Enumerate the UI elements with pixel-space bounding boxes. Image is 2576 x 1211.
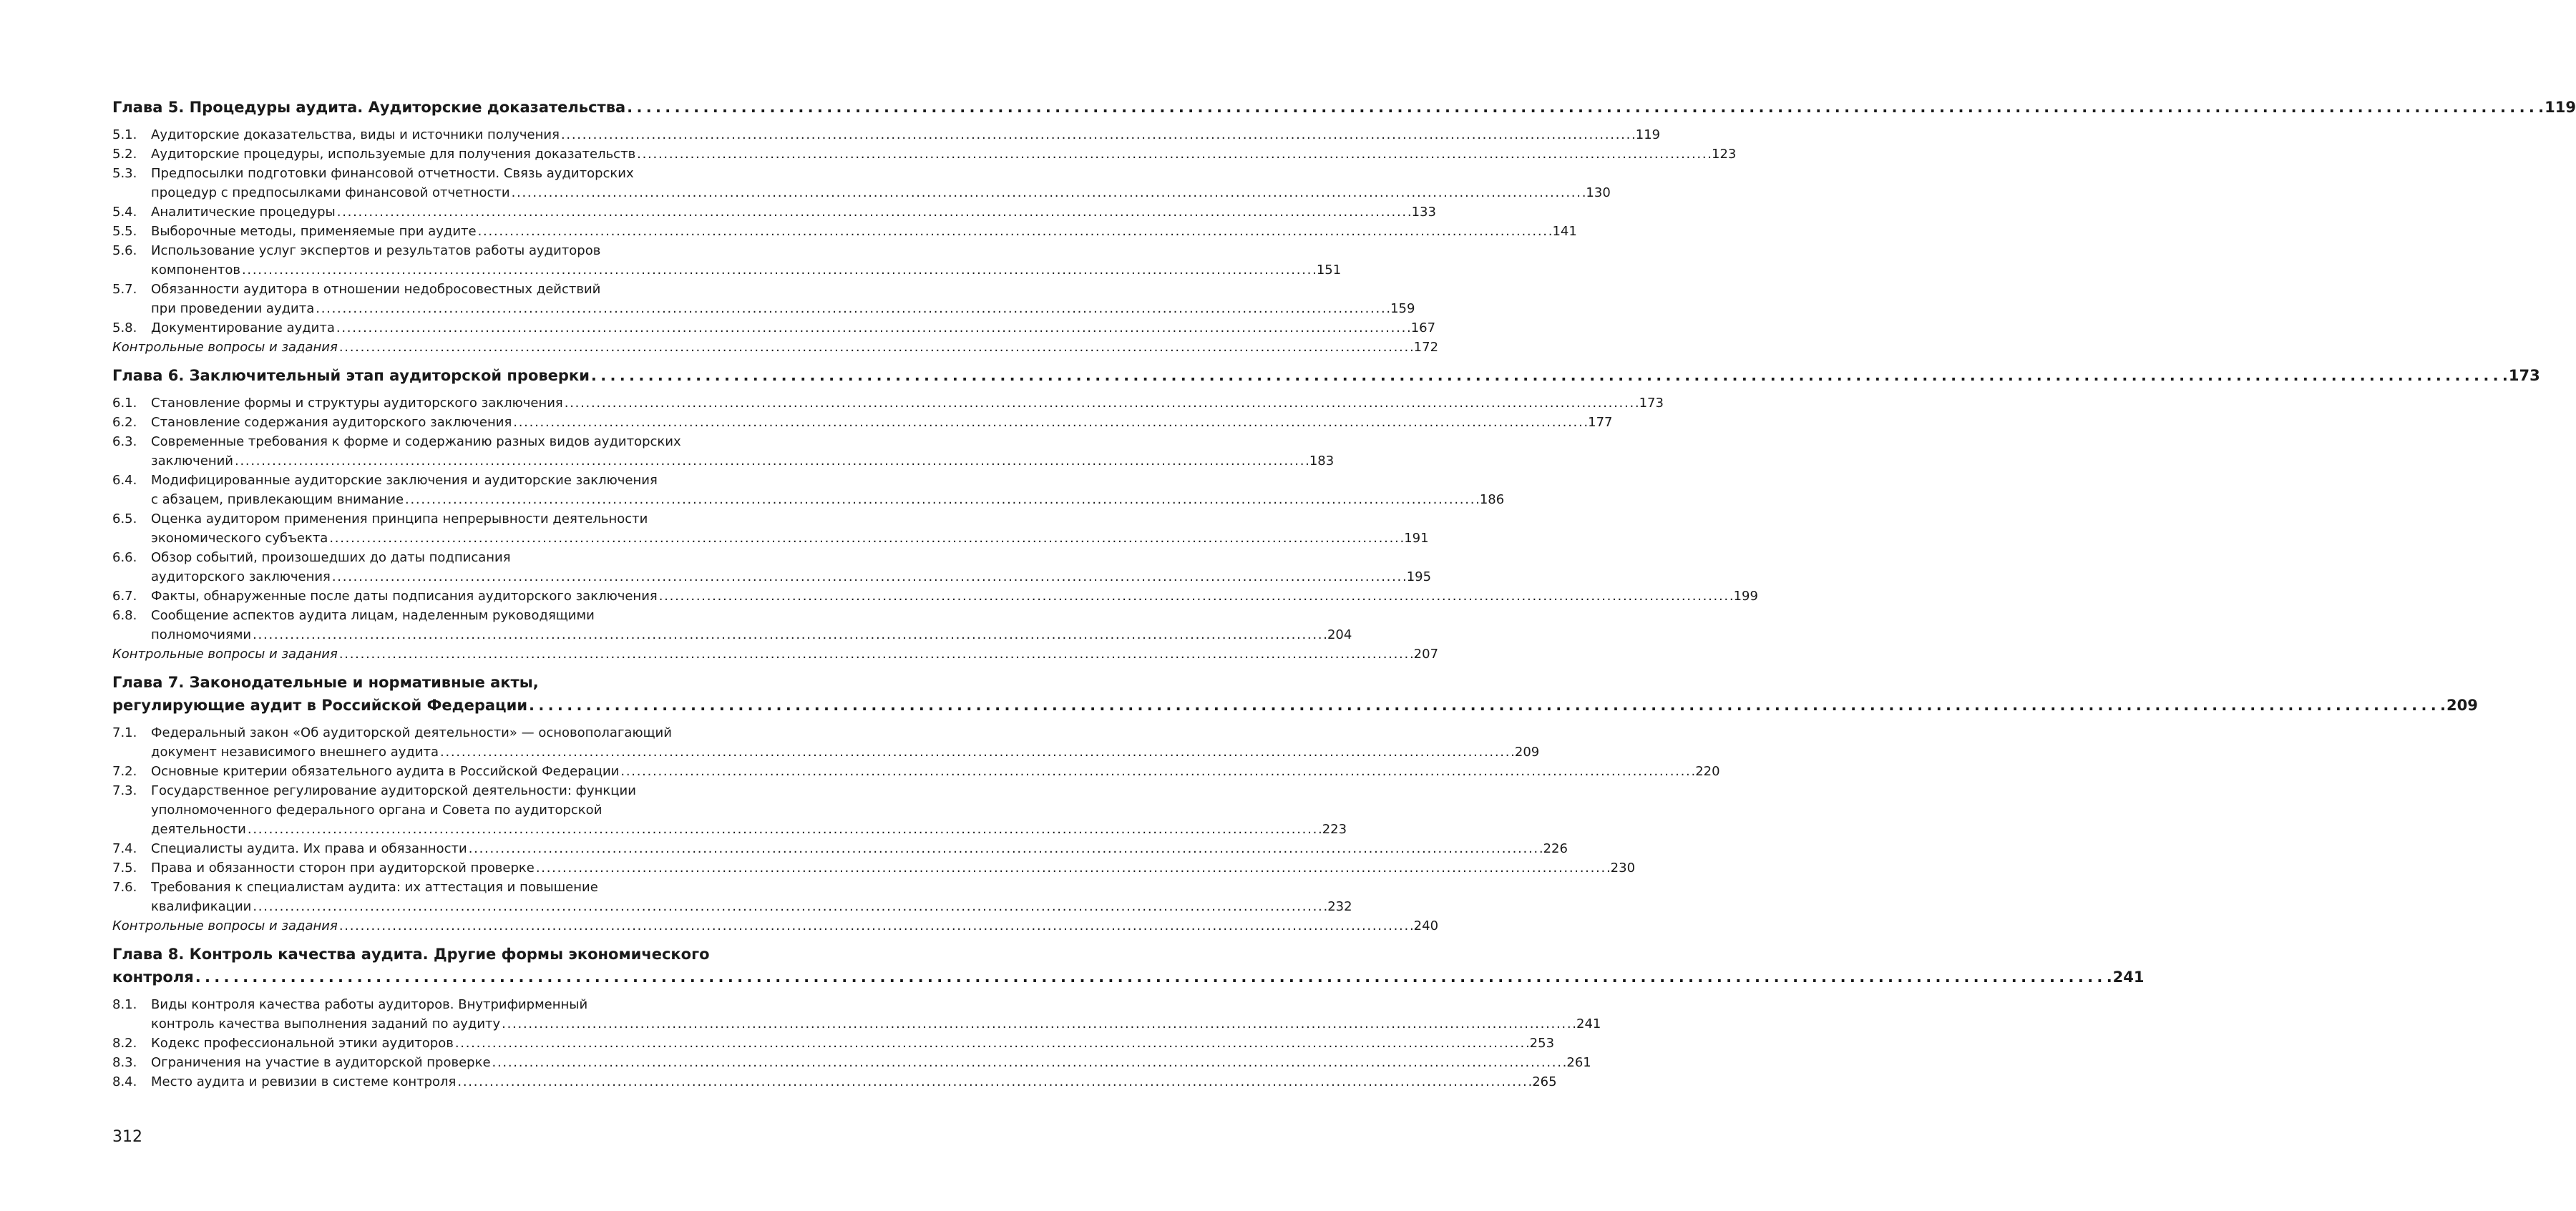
section-number: 5.4. [112, 205, 137, 220]
dot-leader [455, 1034, 1528, 1053]
section-line [112, 625, 1352, 644]
section-page-number: 241 [1576, 1016, 1601, 1031]
section-page-number: 226 [1543, 841, 1568, 856]
chapter-heading-line [112, 671, 728, 694]
section-line [112, 529, 1429, 548]
section-line [112, 606, 728, 625]
chapter-page-number: 209 [2446, 697, 2478, 714]
chapter-heading-line [112, 966, 2145, 989]
section-entry[interactable] [112, 606, 1352, 644]
section-number: 7.2. [112, 764, 137, 779]
review-page-number: 240 [1413, 918, 1439, 933]
section-entry[interactable] [112, 202, 1436, 222]
section-number: 6.7. [112, 589, 137, 604]
section-line [112, 125, 1661, 144]
section-title: процедур с предпосылками финансовой отчетности [151, 185, 510, 200]
section-number: 7.6. [112, 880, 137, 895]
section-entry[interactable] [112, 1053, 1591, 1072]
section-line [112, 144, 1737, 164]
section-title: Государственное регулирование аудиторской деятельности: функции [151, 783, 636, 798]
dot-leader [248, 820, 1321, 839]
dot-leader [329, 529, 1402, 548]
section-line [112, 451, 1335, 471]
dot-leader [561, 125, 1634, 144]
dot-leader [620, 762, 1694, 781]
section-page-number: 133 [1411, 205, 1436, 220]
section-line [112, 878, 728, 897]
section-entry[interactable] [112, 164, 1611, 202]
dot-leader [253, 897, 1326, 916]
section-list [112, 125, 1737, 357]
section-line [112, 413, 1613, 432]
section-line [112, 567, 1432, 587]
section-line [112, 299, 1415, 318]
dot-leader [502, 1014, 1575, 1034]
section-title: Федеральный закон «Об аудиторской деятельности» — основополагающий [151, 725, 672, 740]
section-line [112, 183, 1611, 202]
chapter-heading-line [112, 364, 2540, 388]
section-title: Факты, обнаруженные после даты подписания аудиторского заключения [151, 589, 658, 604]
chapter-title: Глава 7. Законодательные и нормативные акты, [112, 674, 539, 691]
section-line [112, 839, 1568, 858]
review-title: Контрольные вопросы и задания [112, 340, 338, 355]
section-number: 7.3. [112, 783, 137, 798]
section-entry[interactable] [112, 995, 1601, 1034]
section-page-number: 173 [1639, 396, 1664, 411]
section-list [112, 723, 1720, 936]
section-line [112, 241, 728, 260]
section-number: 8.4. [112, 1074, 137, 1089]
section-page-number: 151 [1316, 263, 1342, 278]
table-of-contents [112, 96, 2576, 1092]
section-page-number: 123 [1712, 147, 1737, 162]
chapter-heading[interactable] [112, 96, 2576, 119]
section-number: 5.2. [112, 147, 137, 162]
section-title: Виды контроля качества работы аудиторов. Внутрифирменный [151, 997, 588, 1012]
dot-leader [591, 364, 2507, 388]
section-entry[interactable] [112, 241, 1342, 280]
dot-leader [637, 144, 1710, 164]
section-number: 8.3. [112, 1055, 137, 1070]
section-line [112, 587, 1758, 606]
review-line [112, 916, 1439, 936]
chapter-heading-line [112, 96, 2576, 119]
section-page-number: 253 [1529, 1036, 1555, 1051]
section-number: 6.8. [112, 608, 137, 623]
review-questions-entry[interactable] [112, 644, 1439, 664]
section-page-number: 119 [1635, 127, 1661, 142]
section-page-number: 220 [1695, 764, 1720, 779]
section-title: Предпосылки подготовки финансовой отчетности. Связь аудиторских [151, 166, 634, 181]
section-title: компонентов [151, 263, 240, 278]
section-line [112, 393, 1664, 413]
section-title: Обзор событий, произошедших до даты подписания [151, 550, 511, 565]
section-entry[interactable] [112, 509, 1429, 548]
section-list [112, 393, 1758, 664]
section-page-number: 232 [1327, 899, 1352, 914]
section-page-number: 204 [1327, 627, 1352, 642]
dot-leader [457, 1072, 1531, 1092]
section-number: 6.4. [112, 473, 137, 488]
section-title: Выборочные методы, применяемые при аудите [151, 224, 477, 239]
section-title: полномочиями [151, 627, 252, 642]
dot-leader [195, 966, 2112, 989]
section-title: Становление содержания аудиторского заключения [151, 415, 512, 430]
section-entry[interactable] [112, 878, 1352, 916]
dot-leader [659, 587, 1732, 606]
section-title: Аудиторские процедуры, используемые для получения доказательств [151, 147, 636, 162]
section-title: Сообщение аспектов аудита лицам, наделенным руководящими [151, 608, 595, 623]
section-entry[interactable] [112, 587, 1758, 606]
section-title: Современные требования к форме и содержанию разных видов аудиторских [151, 434, 681, 449]
section-number: 6.2. [112, 415, 137, 430]
section-line [112, 995, 728, 1014]
chapter-heading[interactable] [112, 943, 2145, 989]
dot-leader [316, 299, 1389, 318]
section-entry[interactable] [112, 413, 1613, 432]
dot-leader [536, 858, 1609, 878]
section-line [112, 202, 1436, 222]
dot-leader [235, 451, 1308, 471]
chapter-page-number: 119 [2545, 99, 2576, 116]
section-title: Специалисты аудита. Их права и обязанности [151, 841, 467, 856]
section-title: Становление формы и структуры аудиторского заключения [151, 396, 563, 411]
chapter-title: регулирующие аудит в Российской Федерации [112, 697, 528, 714]
section-page-number: 230 [1610, 861, 1636, 876]
section-number: 5.5. [112, 224, 137, 239]
dot-leader [440, 742, 1513, 762]
dot-leader [339, 916, 1413, 936]
section-title: Кодекс профессиональной этики аудиторов [151, 1036, 454, 1051]
section-title: Аналитические процедуры [151, 205, 336, 220]
review-title: Контрольные вопросы и задания [112, 647, 338, 662]
dot-leader [339, 644, 1413, 664]
section-line [112, 318, 1436, 338]
dot-leader [478, 222, 1551, 241]
section-line [112, 897, 1352, 916]
section-line [112, 1053, 1591, 1072]
section-list [112, 995, 1601, 1092]
section-title: при проведении аудита [151, 301, 315, 316]
section-line [112, 548, 728, 567]
chapter-heading[interactable] [112, 364, 2540, 388]
section-number: 6.6. [112, 550, 137, 565]
section-line [112, 742, 1540, 762]
section-title: Обязанности аудитора в отношении недобросовестных действий [151, 282, 601, 297]
section-title: Документирование аудита [151, 320, 335, 335]
section-entry[interactable] [112, 1072, 1557, 1092]
section-line [112, 858, 1636, 878]
chapter-page-number: 241 [2112, 969, 2145, 986]
dot-leader [529, 694, 2445, 717]
section-line [112, 762, 1720, 781]
section-title: Основные критерии обязательного аудита в Российской Федерации [151, 764, 620, 779]
dot-leader [513, 413, 1586, 432]
page-number: 312 [112, 1128, 142, 1146]
review-line [112, 644, 1439, 664]
section-line [112, 781, 728, 800]
chapter-heading-line [112, 694, 2478, 717]
section-title: документ независимого внешнего аудита [151, 745, 439, 760]
section-number: 5.6. [112, 243, 137, 258]
section-entry[interactable] [112, 318, 1436, 338]
dot-leader [339, 338, 1413, 357]
dot-leader [332, 567, 1405, 587]
section-page-number: 191 [1404, 531, 1429, 546]
section-number: 5.7. [112, 282, 137, 297]
section-number: 5.3. [112, 166, 137, 181]
chapter-title: Глава 8. Контроль качества аудита. Другие формы экономического [112, 946, 710, 963]
dot-leader [405, 490, 1478, 509]
review-line [112, 338, 1439, 357]
section-line [112, 260, 1342, 280]
section-number: 7.1. [112, 725, 137, 740]
section-title: деятельности [151, 822, 246, 837]
section-title: квалификации [151, 899, 252, 914]
section-title: Ограничения на участие в аудиторской проверке [151, 1055, 491, 1070]
section-line [112, 280, 728, 299]
section-entry[interactable] [112, 125, 1661, 144]
section-number: 7.5. [112, 861, 137, 876]
section-line [112, 800, 728, 820]
dot-leader [337, 202, 1410, 222]
section-title: Требования к специалистам аудита: их аттестация и повышение [151, 880, 598, 895]
review-page-number: 207 [1413, 647, 1439, 662]
review-questions-entry[interactable] [112, 916, 1439, 936]
dot-leader [253, 625, 1326, 644]
section-entry[interactable] [112, 222, 1577, 241]
section-line [112, 723, 728, 742]
section-page-number: 177 [1588, 415, 1613, 430]
section-line [112, 1034, 1555, 1053]
section-title: аудиторского заключения [151, 569, 331, 584]
section-entry[interactable] [112, 144, 1737, 164]
review-page-number: 172 [1413, 340, 1439, 355]
section-entry[interactable] [112, 432, 1335, 471]
section-page-number: 186 [1479, 492, 1505, 507]
section-title: с абзацем, привлекающим внимание [151, 492, 404, 507]
section-entry[interactable] [112, 393, 1664, 413]
dot-leader [565, 393, 1638, 413]
section-page-number: 141 [1552, 224, 1577, 239]
review-questions-entry[interactable] [112, 338, 1439, 357]
section-entry[interactable] [112, 1034, 1555, 1053]
section-page-number: 130 [1586, 185, 1611, 200]
section-title: заключений [151, 453, 234, 469]
section-entry[interactable] [112, 781, 1347, 839]
section-title: Модифицированные аудиторские заключения и аудиторские заключения [151, 473, 658, 488]
dot-leader [492, 1053, 1566, 1072]
section-entry[interactable] [112, 280, 1415, 318]
section-line [112, 1072, 1557, 1092]
section-page-number: 209 [1514, 745, 1540, 760]
section-page-number: 159 [1390, 301, 1415, 316]
dot-leader [469, 839, 1542, 858]
section-title: контроль качества выполнения заданий по аудиту [151, 1016, 501, 1031]
section-line [112, 471, 728, 490]
section-title: Место аудита и ревизии в системе контроля [151, 1074, 457, 1089]
section-line [112, 222, 1577, 241]
chapter-heading-line [112, 943, 728, 966]
chapter-page-number: 173 [2508, 367, 2540, 384]
section-line [112, 432, 728, 451]
section-page-number: 167 [1410, 320, 1436, 335]
dot-leader [627, 96, 2543, 119]
section-page-number: 199 [1733, 589, 1758, 604]
section-entry[interactable] [112, 762, 1720, 781]
section-number: 7.4. [112, 841, 137, 856]
dot-leader [336, 318, 1410, 338]
section-number: 6.3. [112, 434, 137, 449]
section-title: Аудиторские доказательства, виды и источники получения [151, 127, 560, 142]
section-entry[interactable] [112, 839, 1568, 858]
chapter-heading[interactable] [112, 671, 2478, 717]
review-title: Контрольные вопросы и задания [112, 918, 338, 933]
dot-leader [242, 260, 1315, 280]
section-number: 5.8. [112, 320, 137, 335]
dot-leader [512, 183, 1585, 202]
section-title: Права и обязанности сторон при аудиторской проверке [151, 861, 535, 876]
section-page-number: 223 [1322, 822, 1347, 837]
section-number: 8.1. [112, 997, 137, 1012]
chapter-title: Глава 5. Процедуры аудита. Аудиторские доказательства [112, 99, 626, 116]
section-page-number: 265 [1532, 1074, 1557, 1089]
chapter-title: контроля [112, 969, 194, 986]
section-line [112, 1014, 1601, 1034]
section-entry[interactable] [112, 723, 1540, 762]
section-line [112, 820, 1347, 839]
section-title: уполномоченного федерального органа и Совета по аудиторской [151, 803, 602, 818]
section-number: 6.1. [112, 396, 137, 411]
section-number: 6.5. [112, 511, 137, 526]
section-number: 8.2. [112, 1036, 137, 1051]
section-entry[interactable] [112, 548, 1432, 587]
section-page-number: 195 [1406, 569, 1432, 584]
section-title: экономического субъекта [151, 531, 328, 546]
chapter-title: Глава 6. Заключительный этап аудиторской проверки [112, 367, 590, 384]
section-entry[interactable] [112, 471, 1505, 509]
section-page-number: 183 [1309, 453, 1335, 469]
section-line [112, 164, 728, 183]
section-title: Оценка аудитором применения принципа непрерывности деятельности [151, 511, 648, 526]
section-page-number: 261 [1566, 1055, 1591, 1070]
section-line [112, 509, 728, 529]
section-line [112, 490, 1505, 509]
section-entry[interactable] [112, 858, 1636, 878]
section-title: Использование услуг экспертов и результатов работы аудиторов [151, 243, 601, 258]
section-number: 5.1. [112, 127, 137, 142]
